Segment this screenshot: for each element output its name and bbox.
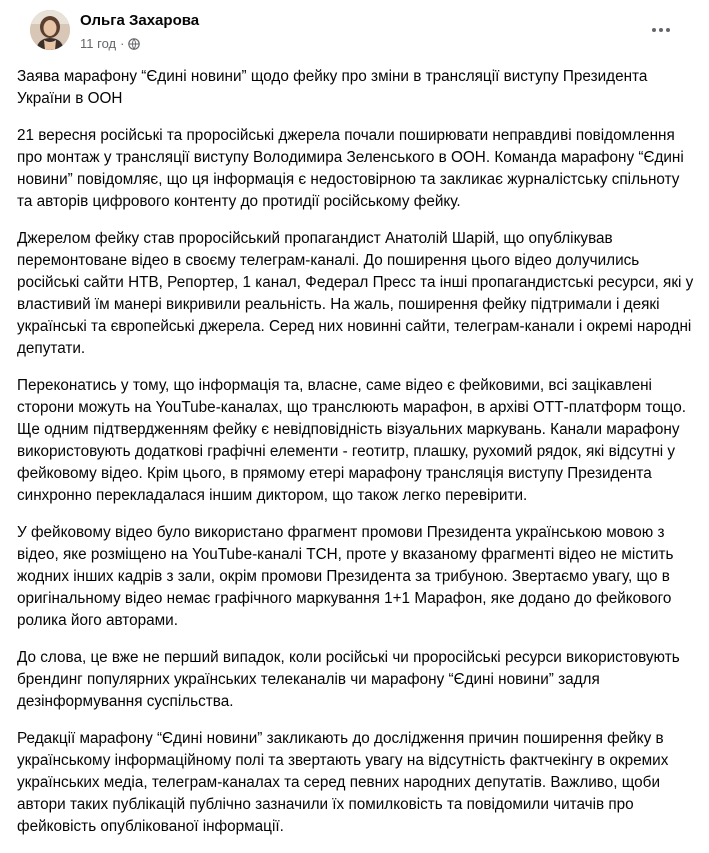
author-avatar[interactable] bbox=[30, 10, 70, 50]
more-options-icon[interactable] bbox=[649, 20, 673, 40]
meta-separator: · bbox=[120, 36, 125, 51]
avatar-photo bbox=[30, 10, 70, 50]
post-paragraph: Переконатись у тому, що інформація та, власне, саме відео є фейковими, всі зацікавлені сторони можуть на YouTube-каналах, що транслюють марафон, в архіві ОТТ-платформ тощо. Ще одним підтвердженням фейку є невідповідність візуальних маркувань. Канали марафону використовують додаткові графічні елементи - геотитр, плашку, рухомий рядок, які відсутні у фейковому відео. Крім цього, в прямому етері марафону трансляція виступу Президента синхронно перекладалася іншим диктором, що також легко перевірити. bbox=[17, 377, 686, 504]
post-timestamp[interactable]: 11 год bbox=[80, 36, 117, 51]
post-paragraph: До слова, це вже не перший випадок, коли російські чи проросійські ресурси використовують брендинг популярних українських телеканалів чи марафону “Єдині новини” задля дезінформування суспільства. bbox=[17, 649, 680, 710]
post-header bbox=[16, 0, 693, 68]
globe-icon[interactable] bbox=[128, 38, 140, 50]
post-paragraph: Джерелом фейку став проросійський пропагандист Анатолій Шарій, що опублікував перемонтоване відео в своєму телеграм-каналі. До поширення цього відео долучились російські сайти НТВ, Репортер, 1 канал, Федерал Пресс та інші пропагандистські ресурси, які у властивий їм манері викривили реальність. На жаль, поширення фейку підтримали і деякі українські та європейські джерела. Серед них новинні сайти, телеграм-канали і окремі народні депутати. bbox=[17, 230, 694, 357]
post-paragraph: У фейковому відео було використано фрагмент промови Президента українською мовою з відео, яке розміщено на YouTube-каналі ТСН, проте у вказаному фрагменті відео не містить жодних інших кадрів з зали, окрім промови Президента за трибуною. Звертаємо увагу, що в оригінальному відео немає графічного маркування 1+1 Марафон, яке додано до фейкового ролика його авторами. bbox=[17, 524, 674, 629]
post-meta bbox=[80, 36, 140, 51]
post-paragraph: Заява марафону “Єдині новини” щодо фейку про зміни в трансляції виступу Президента України в ООН bbox=[17, 68, 648, 107]
post-body bbox=[17, 66, 695, 853]
post-paragraph: 21 вересня російські та проросійські джерела почали поширювати неправдиві повідомлення про монтаж у трансляції виступу Володимира Зеленського в ООН. Команда марафону “Єдині новини” повідомляє, що ця інформація є недостовірною та закликає журналістську спільноту та авторів цифрового контенту до протидії російському фейку. bbox=[17, 127, 684, 210]
author-name[interactable]: Ольга Захарова bbox=[80, 12, 200, 29]
post-paragraph: Редакції марафону “Єдині новини” закликають до дослідження причин поширення фейку в українському інформаційному полі та звертають увагу на відсутність фактчекінгу в окремих українських медіа, телеграм-каналах та серед певних народних депутатів. Важливо, щоби автори таких публікацій публічно зазначили їх помилковість та повідомили читачів про фейковість опублікованої інформації. bbox=[17, 730, 669, 835]
